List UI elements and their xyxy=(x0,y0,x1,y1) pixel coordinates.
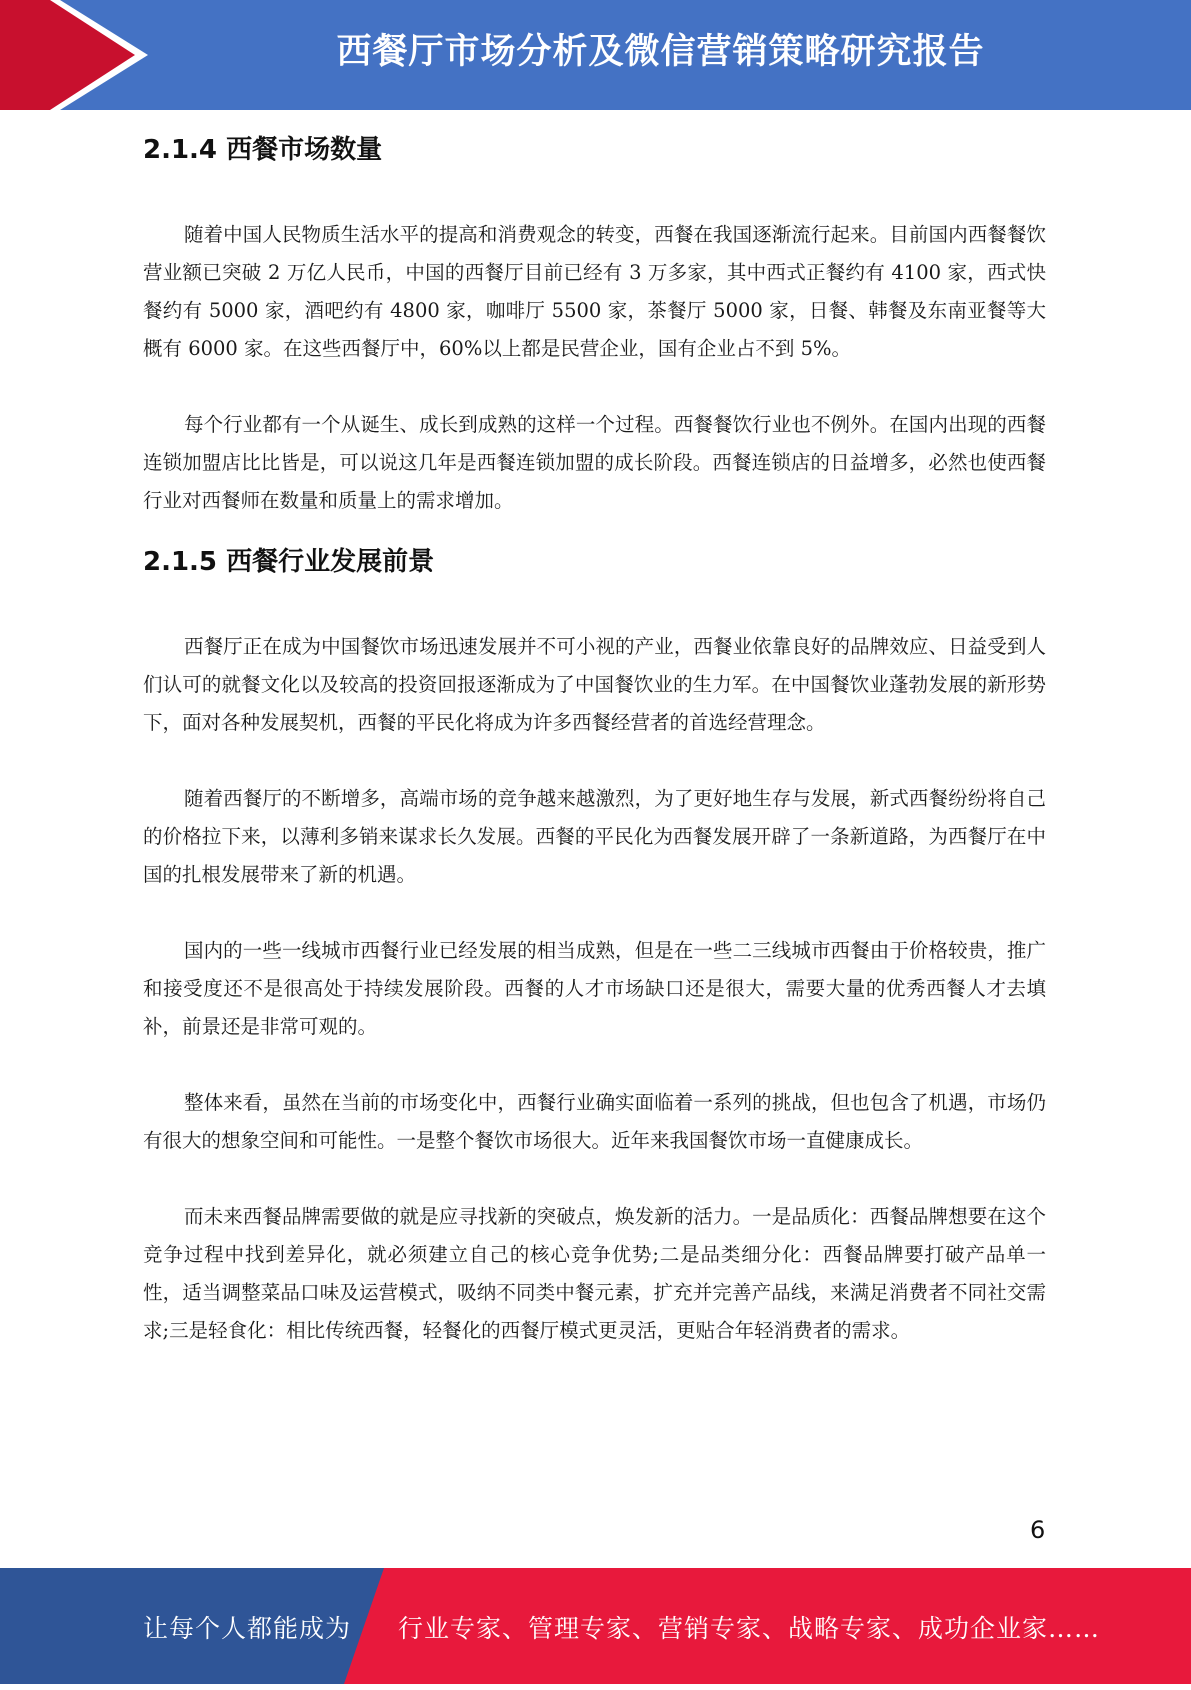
report-title: 西餐厅市场分析及微信营销策略研究报告 xyxy=(336,32,985,72)
page-footer xyxy=(0,1568,1191,1684)
section-heading-2-1-4: 2.1.4 西餐市场数量 xyxy=(143,135,383,165)
document-body xyxy=(143,130,1046,1350)
paragraph: 国内的一些一线城市西餐行业已经发展的相当成熟，但是在一些二三线城市西餐由于价格较贵，推广和接受度还不是很高处于持续发展阶段。西餐的人才市场缺口还是很大，需要大量的优秀西餐人才去填补，前景还是非常可观的。 xyxy=(143,939,1046,1038)
header-arrow-decoration xyxy=(0,0,160,110)
section-heading-2-1-5: 2.1.5 西餐行业发展前景 xyxy=(143,547,435,577)
paragraph: 整体来看，虽然在当前的市场变化中，西餐行业确实面临着一系列的挑战，但也包含了机遇，市场仍有很大的想象空间和可能性。一是整个餐饮市场很大。近年来我国餐饮市场一直健康成长。 xyxy=(143,1091,1046,1152)
paragraph: 而未来西餐品牌需要做的就是应寻找新的突破点，焕发新的活力。一是品质化：西餐品牌想要在这个竞争过程中找到差异化，就必须建立自己的核心竞争优势;二是品类细分化：西餐品牌要打破产品单一性，适当调整菜品口味及运营模式，吸纳不同类中餐元素，扩充并完善产品线，来满足消费者不同社交需求;三是轻食化：相比传统西餐，轻餐化的西餐厅模式更灵活，更贴合年轻消费者的需求。 xyxy=(143,1205,1046,1342)
page-header xyxy=(0,0,1191,110)
paragraph: 随着中国人民物质生活水平的提高和消费观念的转变，西餐在我国逐渐流行起来。目前国内西餐餐饮营业额已突破 2 万亿人民币，中国的西餐厅目前已经有 3 万多家，其中西式正餐约有 4100 家，西式快餐约有 5000 家，酒吧约有 4800 家，咖啡厅 5500 家，茶餐厅 5000 家，日餐、韩餐及东南亚餐等大概有 6000 家。在这些西餐厅中，60%以上都是民营企业，国有企业占不到 5%。 xyxy=(143,223,1046,360)
page-number: 6 xyxy=(1030,1516,1046,1544)
paragraph: 随着西餐厅的不断增多，高端市场的竞争越来越激烈，为了更好地生存与发展，新式西餐纷纷将自己的价格拉下来，以薄利多销来谋求长久发展。西餐的平民化为西餐发展开辟了一条新道路，为西餐厅在中国的扎根发展带来了新的机遇。 xyxy=(143,787,1046,886)
paragraph: 每个行业都有一个从诞生、成长到成熟的这样一个过程。西餐餐饮行业也不例外。在国内出现的西餐连锁加盟店比比皆是，可以说这几年是西餐连锁加盟的成长阶段。西餐连锁店的日益增多，必然也使西餐行业对西餐师在数量和质量上的需求增加。 xyxy=(143,413,1046,512)
footer-slogan-right: 行业专家、管理专家、营销专家、战略专家、成功企业家…… xyxy=(398,1614,1101,1643)
paragraph: 西餐厅正在成为中国餐饮市场迅速发展并不可小视的产业，西餐业依靠良好的品牌效应、日益受到人们认可的就餐文化以及较高的投资回报逐渐成为了中国餐饮业的生力军。在中国餐饮业蓬勃发展的新形势下，面对各种发展契机，西餐的平民化将成为许多西餐经营者的首选经营理念。 xyxy=(143,635,1046,734)
footer-slogan-left: 让每个人都能成为 xyxy=(143,1614,352,1643)
